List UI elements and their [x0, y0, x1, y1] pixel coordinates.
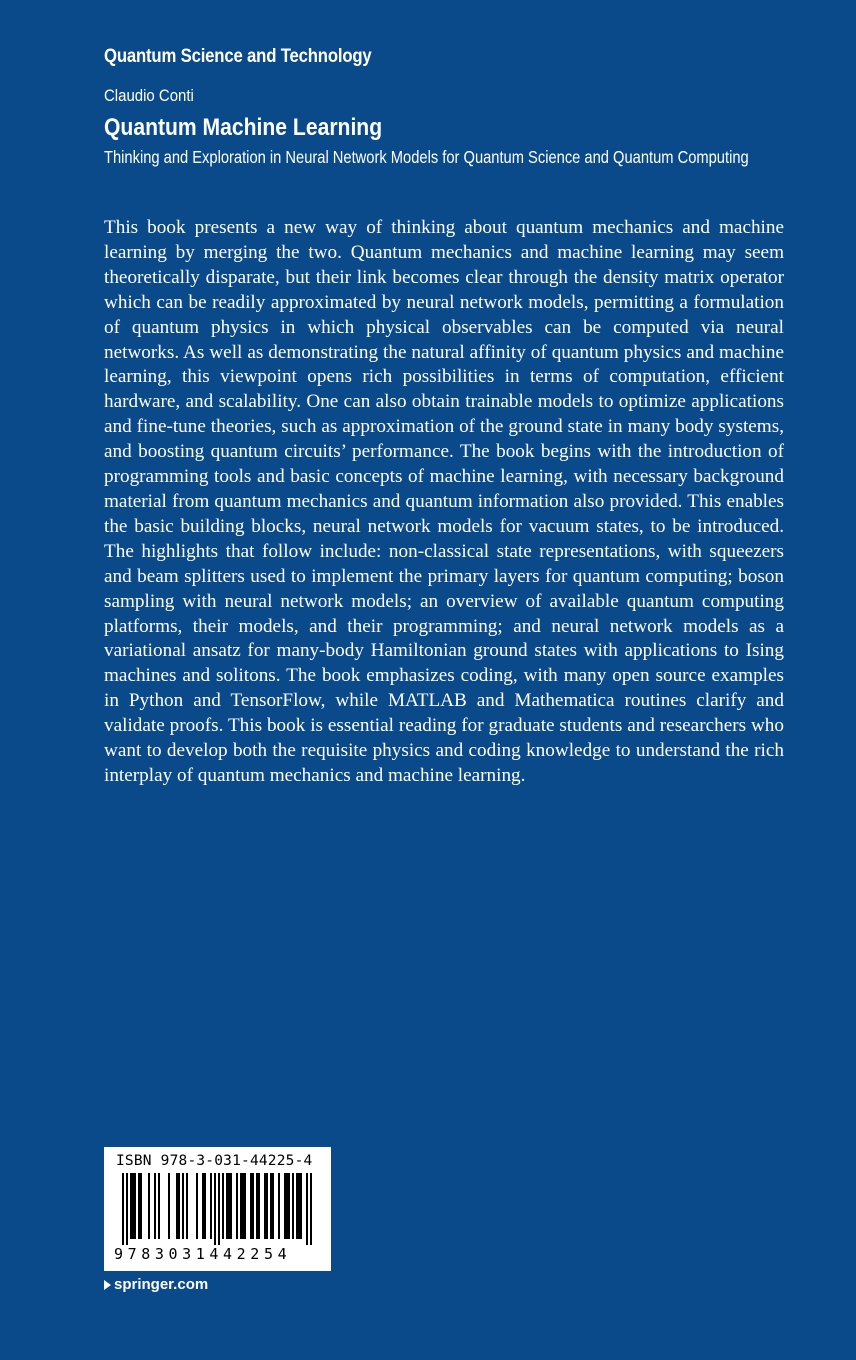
barcode-digits: 9783031442254 — [114, 1245, 292, 1263]
barcode-bar — [298, 1173, 300, 1239]
barcode-bar — [178, 1173, 180, 1239]
barcode-bar — [228, 1173, 230, 1239]
barcode-bar — [258, 1173, 260, 1239]
barcode-bar — [256, 1173, 258, 1239]
website-label: springer.com — [114, 1276, 209, 1293]
barcode-bar — [138, 1173, 140, 1239]
barcode-bar — [122, 1173, 124, 1245]
barcode-bar — [296, 1173, 298, 1239]
barcode-bar — [288, 1173, 290, 1239]
barcode-box — [104, 1147, 331, 1271]
barcode-bar — [134, 1173, 136, 1239]
barcode-bar — [182, 1173, 184, 1239]
barcode-bar — [250, 1173, 252, 1239]
book-title: Quantum Machine Learning — [104, 114, 383, 141]
barcode-bar — [202, 1173, 204, 1239]
barcode-bar — [130, 1173, 132, 1239]
arrow-icon — [104, 1280, 111, 1290]
barcode-bar — [264, 1173, 266, 1239]
series-name: Quantum Science and Technology — [104, 46, 372, 67]
barcode-bar — [306, 1173, 308, 1245]
barcode-bar — [126, 1173, 128, 1245]
barcode-bar — [240, 1173, 242, 1239]
barcode-bar — [210, 1173, 212, 1239]
barcode-bar — [300, 1173, 302, 1239]
barcode-bar — [132, 1173, 134, 1239]
barcode-bar — [218, 1173, 220, 1245]
barcode-bar — [140, 1173, 142, 1239]
publisher-website[interactable] — [104, 1276, 208, 1293]
barcode-bar — [270, 1173, 272, 1239]
barcode-bar — [292, 1173, 294, 1239]
barcode-bar — [272, 1173, 274, 1239]
barcode-bar — [278, 1173, 280, 1239]
barcode-bar — [204, 1173, 206, 1239]
blurb-text: This book presents a new way of thinking about quantum mechanics and machine learning by merging the two. Quantum mechanics and machine learning may seem theoretically disparate, but their link becomes clear through the density matrix operator which can be readily approximated by neural network models, permitting a formulation of quantum physics in which physical observables can be computed via neural networks. As well as demonstrating the natural affinity of quantum physics and machine learning, this viewpoint opens rich possibilities in terms of computation, efficient hardware, and scalability. One can also obtain trainable models to optimize applications and fine-tune theories, such as approximation of the ground state in many body systems, and boosting quantum circuits’ performance. The book begins with the introduction of programming tools and basic concepts of machine learning, with necessary background material from quantum mechanics and quantum information also provided. This enables the basic building blocks, neural network models for vacuum states, to be introduced. The highlights that follow include: non-classical state representations, with squeezers and beam splitters used to implement the primary layers for quantum computing; boson sampling with neural network models; an overview of available quantum computing platforms, their models, and their programming; and neural network models as a variational ansatz for many-body Hamiltonian ground states with applications to Ising machines and solitons. The book emphasizes coding, with many open source examples in Python and TensorFlow, while MATLAB and Mathematica routines clarify and validate proofs. This book is essential reading for graduate students and researchers who want to develop both the requisite physics and coding knowledge to understand the rich interplay of quantum mechanics and machine learning. — [104, 217, 784, 786]
author-name: Claudio Conti — [104, 86, 194, 105]
barcode-bar — [252, 1173, 254, 1239]
barcode-bar — [242, 1173, 244, 1239]
barcode-bar — [186, 1173, 188, 1239]
book-subtitle: Thinking and Exploration in Neural Network Models for Quantum Science and Quantum Computing — [104, 147, 749, 167]
barcode-bar — [168, 1173, 170, 1239]
isbn-label: ISBN 978-3-031-44225-4 — [116, 1153, 313, 1169]
barcode-bar — [196, 1173, 198, 1239]
barcode-bar — [266, 1173, 268, 1239]
barcode-bar — [286, 1173, 288, 1239]
barcode-bar — [236, 1173, 238, 1239]
barcode-bars — [112, 1173, 323, 1245]
barcode-bar — [214, 1173, 216, 1245]
barcode-bar — [158, 1173, 160, 1239]
barcode-bar — [226, 1173, 228, 1239]
barcode-bar — [176, 1173, 178, 1239]
barcode-bar — [222, 1173, 224, 1239]
barcode-bar — [154, 1173, 156, 1239]
barcode-bar — [148, 1173, 150, 1239]
barcode-bar — [244, 1173, 246, 1239]
barcode-bar — [284, 1173, 286, 1239]
barcode-bar — [230, 1173, 232, 1239]
barcode-bar — [310, 1173, 312, 1245]
